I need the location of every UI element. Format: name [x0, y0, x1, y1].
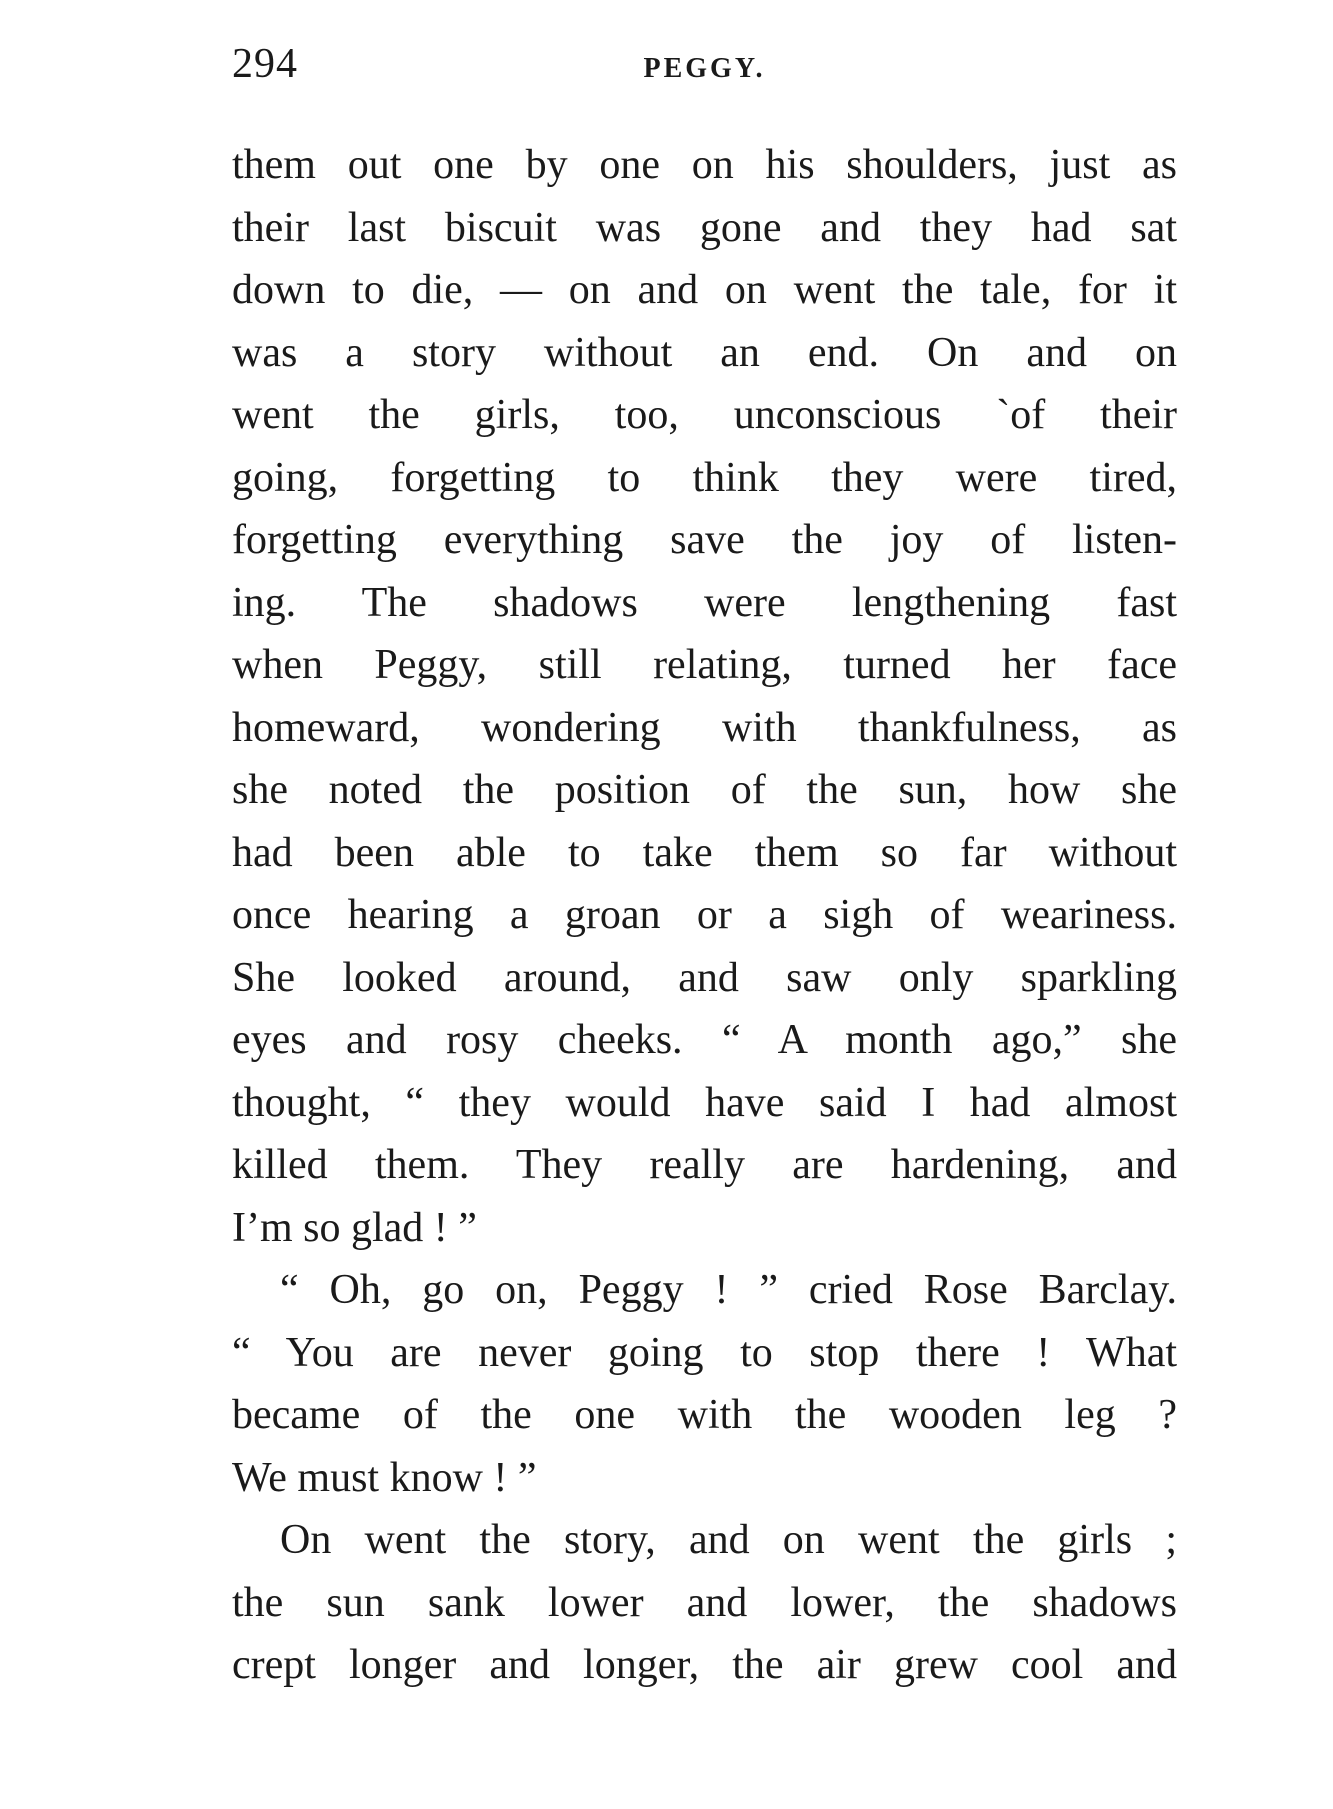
text-line: when Peggy, still relating, turned her face	[232, 642, 1177, 688]
text-line: she noted the position of the sun, how she	[232, 767, 1177, 813]
text-line: went the girls, too, unconscious `of their	[232, 392, 1177, 438]
text-line: homeward, wondering with thankfulness, as	[232, 704, 1177, 751]
text-line: killed them. They really are hardening, and	[232, 1142, 1177, 1188]
text-line: crept longer and longer, the air grew cool and	[232, 1642, 1177, 1688]
text-line: ing. The shadows were lengthening fast	[232, 579, 1177, 626]
text-line: was a story without an end. On and on	[232, 329, 1177, 376]
text-line: became of the one with the wooden leg ?	[232, 1392, 1177, 1438]
text-line: I’m so glad ! ”	[232, 1204, 477, 1251]
text-line: had been able to take them so far without	[232, 829, 1177, 876]
body-text	[232, 134, 1177, 1697]
text-line: down to die, — on and on went the tale, for it	[232, 267, 1177, 313]
page-number: 294	[232, 41, 298, 87]
text-line: their last biscuit was gone and they had sat	[232, 204, 1177, 251]
text-line: going, forgetting to think they were tired,	[232, 454, 1177, 501]
text-line: forgetting everything save the joy of listen-	[232, 517, 1177, 563]
text-line: “ Oh, go on, Peggy ! ” cried Rose Barclay.	[280, 1267, 1177, 1313]
text-line: eyes and rosy cheeks. “ A month ago,” she	[232, 1017, 1177, 1063]
running-head	[232, 40, 1177, 100]
text-line: She looked around, and saw only sparkling	[232, 954, 1177, 1001]
running-title: PEGGY.	[643, 53, 766, 84]
text-line: the sun sank lower and lower, the shadows	[232, 1579, 1177, 1626]
text-line: On went the story, and on went the girls ;	[280, 1517, 1177, 1563]
text-line: “ You are never going to stop there ! What	[232, 1329, 1177, 1376]
text-line: We must know ! ”	[232, 1454, 537, 1501]
text-line: them out one by one on his shoulders, just as	[232, 142, 1177, 188]
text-line: once hearing a groan or a sigh of weariness.	[232, 892, 1177, 938]
text-line: thought, “ they would have said I had almost	[232, 1079, 1177, 1126]
